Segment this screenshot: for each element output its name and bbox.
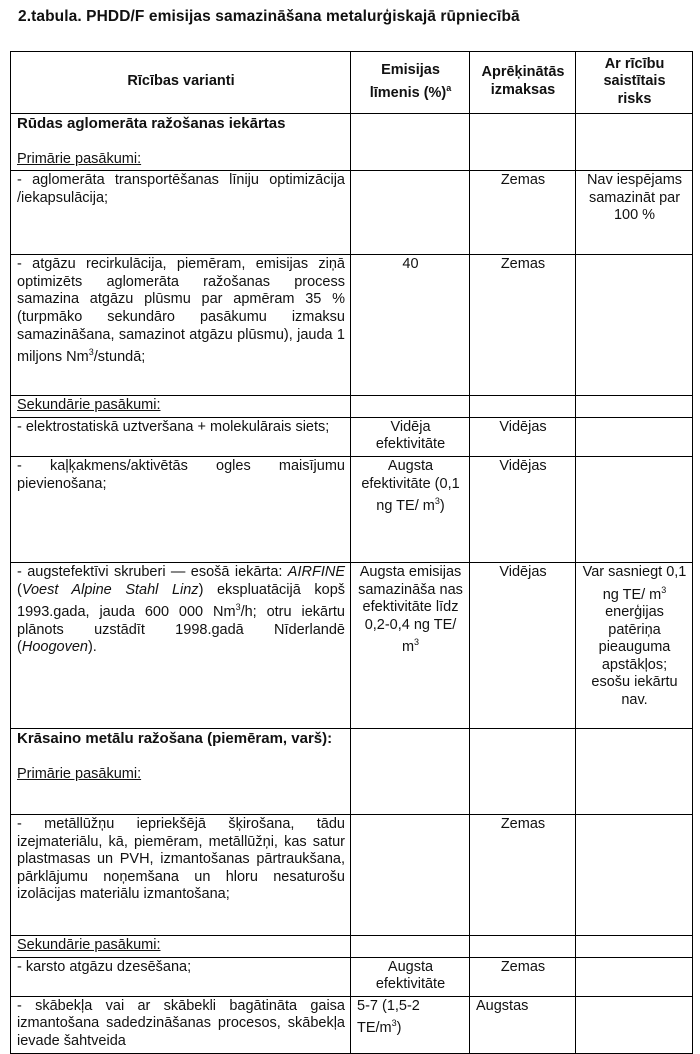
table-row: - atgāzu recirkulācija, piemēram, emisijas ziņā optimizēts aglomerāta ražošanas process samazina atgāzu plūsmu par apmēram 35 % (turpmāko sekundāro pasākumu izmaksu samazināšana, samazinot atgāzu plūsmu), jauda 1 miljons Nm$^3$/stundā; 40 Zemas: [11, 255, 693, 396]
header-risk: Ar rīcību saistītais risks: [576, 52, 693, 114]
secondary-label: Sekundārie pasākumi:: [17, 936, 161, 953]
table-row: - kaļķakmens/aktivētās ogles maisījumu pievienošana; Augsta efektivitāte (0,1 ng TE/ $m^3$) Vidējas: [11, 456, 693, 562]
header-cost: Aprēķinātās izmaksas: [470, 52, 576, 114]
table-row: - skābekļa vai ar skābekli bagātināta gaisa izmantošana sadedzināšanas procesos, skābekļa ievade šahtveida 5-7 (1,5-2 $TE/m^3$) Augstas: [11, 996, 693, 1053]
header-row: [11, 52, 693, 114]
header-options: Rīcības varianti: [11, 52, 351, 114]
subheader-row: [11, 396, 693, 418]
section-title: Krāsaino metālu ražošana (piemēram, varš):: [17, 729, 333, 747]
emission-table: [10, 51, 693, 1054]
section-row: [11, 114, 693, 171]
primary-label: Primārie pasākumi:: [17, 150, 142, 167]
table-row: - augstefektīvi skruberi — esošā iekārta: AIRFINE (Voest Alpine Stahl Linz) ekspluatācijā kopš 1993.gada, jauda 600 000 Nm$^3$/h; otru iekārtu plānots uzstādīt 1998.gadā Nīderlandē (Hoogoven). Augsta emisijas samazināša nas efektivitāte līdz 0,2-0,4 ng TE/ $m^3$ Vidējas Var sasniegt 0,1 ng TE/ $m^3$ enerģijas patēriņa pieauguma apstākļos; esošu iekārtu nav.: [11, 562, 693, 728]
section-row: [11, 728, 693, 814]
table-row: - elektrostatiskā uztveršana + molekulārais siets; Vidēja efektivitāte Vidējas: [11, 417, 693, 456]
section-title: Rūdas aglomerāta ražošanas iekārtas: [17, 115, 286, 132]
table-row: - aglomerāta transportēšanas līniju optimizācija /iekapsulācija; Zemas Nav iespējams samazināt par 100 %: [11, 171, 693, 255]
header-emission: Emisijas līmenis (%)$^a$: [351, 52, 470, 114]
subheader-row: [11, 935, 693, 957]
primary-label: Primārie pasākumi:: [17, 765, 142, 782]
secondary-label: Sekundārie pasākumi:: [17, 397, 161, 414]
table-title: 2.tabula. PHDD/F emisijas samazināšana metalurģiskajā rūpniecībā: [18, 8, 520, 25]
table-row: - karsto atgāzu dzesēšana; Augsta efektivitāte Zemas: [11, 957, 693, 996]
table-row: - metāllūžņu iepriekšējā šķirošana, tādu izejmateriālu, kā, piemēram, metāllūžņi, kas satur plastmasas un PVH, izmantošanas pārtraukšana, pārklājumu noņemšana un hloru nesaturošu izolācijas materiālu izmantošana; Zemas: [11, 814, 693, 935]
